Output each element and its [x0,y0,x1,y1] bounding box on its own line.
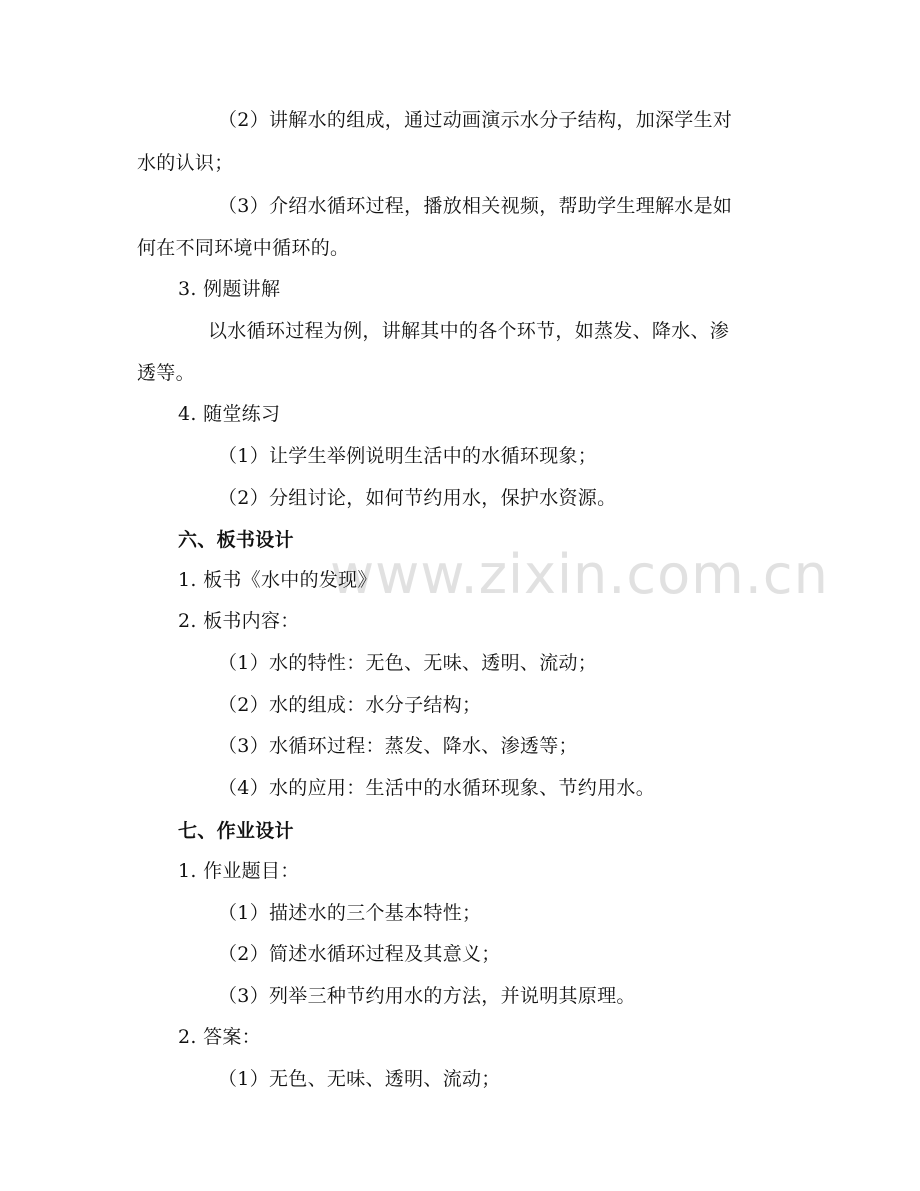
section-item-heading: 2. 答案： [178,1026,261,1048]
list-item: （3）水循环过程：蒸发、降水、渗透等； [218,735,578,757]
paragraph-line: 水的认识； [137,152,234,174]
list-item: （2）水的组成：水分子结构； [218,694,482,716]
paragraph-line: （3）介绍水循环过程，播放相关视频，帮助学生理解水是如 [218,195,733,217]
section-item-heading: 3. 例题讲解 [178,278,281,300]
list-item: （1）描述水的三个基本特性； [218,902,482,924]
section-item-heading: 2. 板书内容： [178,610,300,632]
section-item-heading: 1. 板书《水中的发现》 [178,569,377,591]
list-item: （2）简述水循环过程及其意义； [218,943,501,965]
list-item: （1）水的特性：无色、无味、透明、流动； [218,652,598,674]
paragraph-line: 以水循环过程为例，讲解其中的各个环节，如蒸发、降水、渗 [208,320,730,342]
paragraph-line: 何在不同环境中循环的。 [137,237,350,259]
list-item: （2）分组讨论，如何节约用水，保护水资源。 [218,487,617,509]
watermark: www.zixin.com.cn [330,543,829,606]
list-item: （1）让学生举例说明生活中的水循环现象； [218,445,598,467]
section-item-heading: 4. 随堂练习 [178,403,281,425]
list-item: （4）水的应用：生活中的水循环现象、节约用水。 [218,777,655,799]
list-item: （1）无色、无味、透明、流动； [218,1068,501,1090]
list-item: （3）列举三种节约用水的方法，并说明其原理。 [218,985,636,1007]
paragraph-line: （2）讲解水的组成，通过动画演示水分子结构，加深学生对 [218,109,733,131]
paragraph-line: 透等。 [137,362,195,384]
section-item-heading: 1. 作业题目： [178,860,300,882]
section-heading: 七、作业设计 [178,820,294,842]
section-heading: 六、板书设计 [178,529,294,551]
